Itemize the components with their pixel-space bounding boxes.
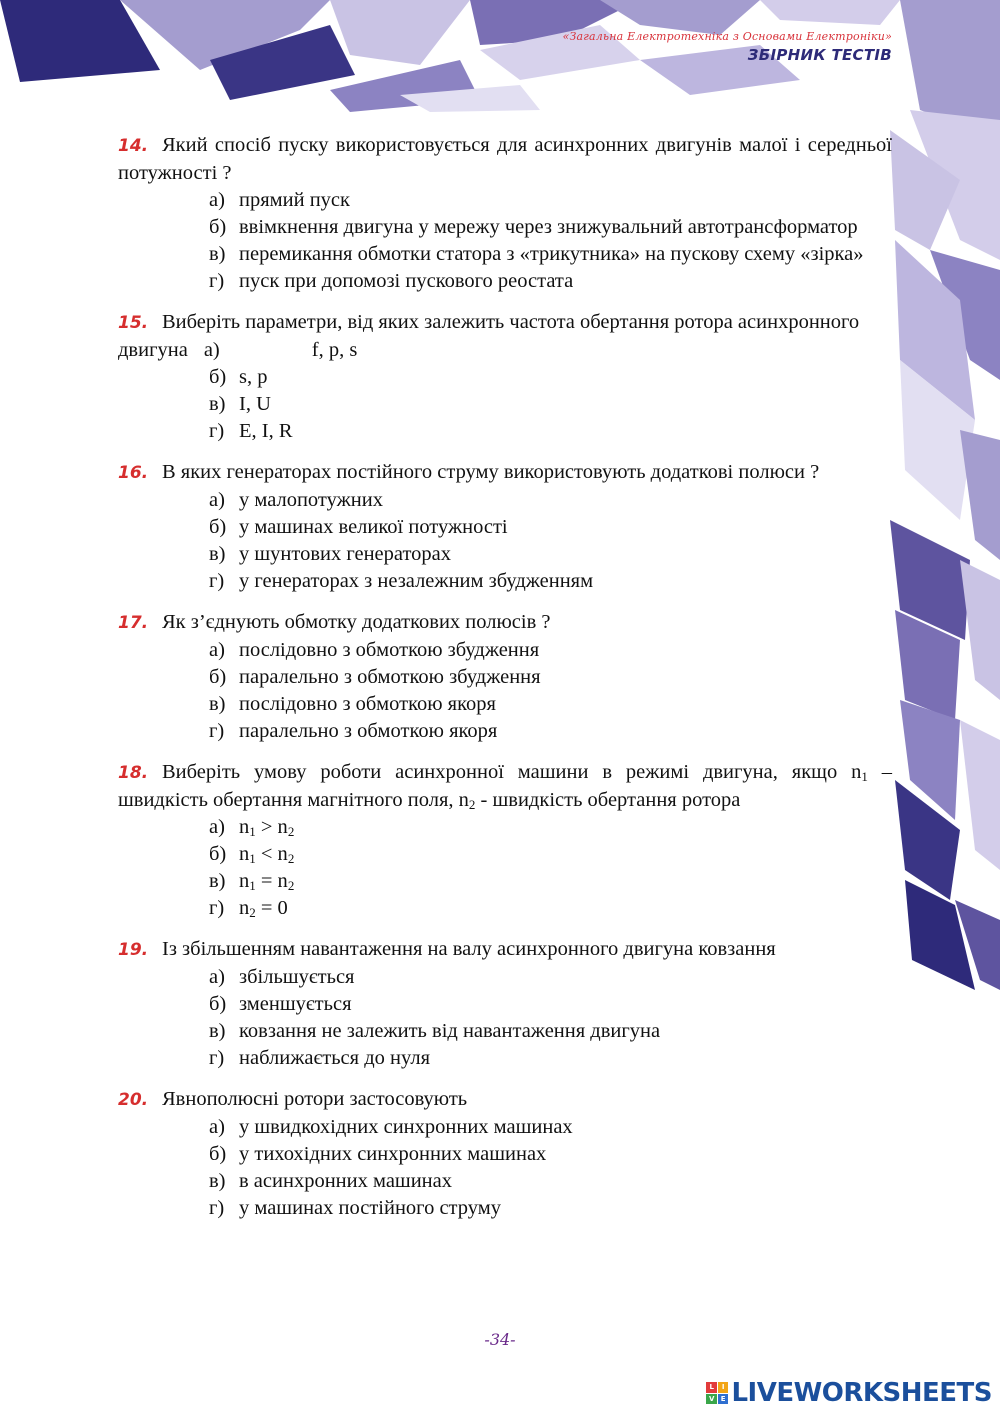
answer-option[interactable]: г) E, I, R (209, 420, 293, 442)
question-17 (118, 609, 892, 745)
answer-option[interactable]: б) зменшується (209, 993, 352, 1015)
question-number: 16. (118, 463, 149, 483)
question-number: 14. (118, 136, 149, 156)
question-text: 14. Який спосіб пуску використовується для асинхронних двигунів малої і середньої потужності ? (118, 134, 892, 184)
liveworksheets-logo-icon: L I V E (706, 1382, 728, 1404)
answer-option[interactable]: а) збільшується (209, 966, 355, 988)
answer-option[interactable]: г) наближається до нуля (209, 1047, 430, 1069)
options-list (118, 814, 892, 922)
answer-option[interactable]: а) прямий пуск (209, 189, 350, 211)
answer-option[interactable]: б) у тихохідних синхронних машинах (209, 1143, 547, 1165)
question-text: 18. Виберіть умову роботи асинхронної машини в режимі двигуна, якщо $n_1$ – швидкість обертання магнітного поля, $n_2$ - швидкість обертання ротора (118, 761, 892, 812)
answer-option[interactable]: а) послідовно з обмоткою збудження (209, 639, 540, 661)
book-title: «Загальна Електротехніка з Основами Електроніки» (562, 30, 892, 43)
options-list (118, 637, 892, 745)
question-number: 15. (118, 313, 149, 333)
question-text: 19. Із збільшенням навантаження на валу асинхронного двигуна ковзання (118, 936, 892, 964)
liveworksheets-watermark[interactable] (706, 1378, 992, 1408)
answer-option[interactable]: г) у машинах постійного струму (209, 1197, 501, 1219)
question-text: 20. Явнополюсні ротори застосовують (118, 1086, 892, 1114)
question-15 (118, 309, 892, 445)
question-number: 20. (118, 1090, 149, 1110)
answer-option[interactable]: б) ввімкнення двигуна у мережу через знижувальний автотрансформатор (209, 216, 858, 238)
answer-option[interactable]: в) перемикання обмотки статора з «трикутника» на пускову схему «зірка» (209, 243, 864, 265)
answer-option[interactable]: г) $n_2 = 0$ (209, 897, 288, 920)
question-number: 19. (118, 940, 149, 960)
options-list (118, 187, 892, 295)
liveworksheets-text: LIVEWORKSHEETS (731, 1378, 992, 1408)
book-subtitle: ЗБІРНИК ТЕСТІВ (747, 46, 892, 64)
answer-option[interactable]: а) у швидкохідних синхронних машинах (209, 1116, 573, 1138)
answer-option[interactable]: б) у машинах великої потужності (209, 516, 508, 538)
answer-option[interactable]: б) паралельно з обмоткою збудження (209, 666, 541, 688)
answer-option[interactable]: г) пуск при допомозі пускового реостата (209, 270, 574, 292)
answer-option[interactable]: а) f, p, s (203, 339, 358, 361)
answer-option[interactable]: г) паралельно з обмоткою якоря (209, 720, 498, 742)
question-number: 18. (118, 763, 149, 783)
question-19 (118, 936, 892, 1072)
answer-option[interactable]: в) ковзання не залежить від навантаження двигуна (209, 1020, 661, 1042)
answer-option[interactable]: г) у генераторах з незалежним збудженням (209, 570, 594, 592)
options-list (118, 364, 892, 445)
page-number: -34- (484, 1330, 516, 1349)
answer-option[interactable]: б) s, p (209, 366, 268, 388)
options-list (118, 964, 892, 1072)
question-16 (118, 459, 892, 595)
question-text: 16. В яких генераторах постійного струму використовують додаткові полюси ? (118, 459, 892, 487)
question-list (118, 132, 892, 1236)
answer-option[interactable]: в) у шунтових генераторах (209, 543, 452, 565)
question-20 (118, 1086, 892, 1222)
options-list (118, 1114, 892, 1222)
question-18 (118, 759, 892, 922)
options-list (118, 487, 892, 595)
question-14 (118, 132, 892, 295)
answer-option[interactable]: б) $n_1 < n_2$ (209, 843, 295, 866)
question-text: 15. Виберіть параметри, від яких залежить частота обертання ротора асинхронного двигуна а) f, p, s (118, 311, 860, 361)
answer-option[interactable]: а) $n_1 > n_2$ (209, 816, 295, 839)
question-text: 17. Як з’єднують обмотку додаткових полюсів ? (118, 609, 892, 637)
answer-option[interactable]: а) у малопотужних (209, 489, 383, 511)
answer-option[interactable]: в) послідовно з обмоткою якоря (209, 693, 496, 715)
answer-option[interactable]: в) в асинхронних машинах (209, 1170, 452, 1192)
answer-option[interactable]: в) $n_1 = n_2$ (209, 870, 295, 893)
question-number: 17. (118, 613, 149, 633)
answer-option[interactable]: в) I, U (209, 393, 271, 415)
